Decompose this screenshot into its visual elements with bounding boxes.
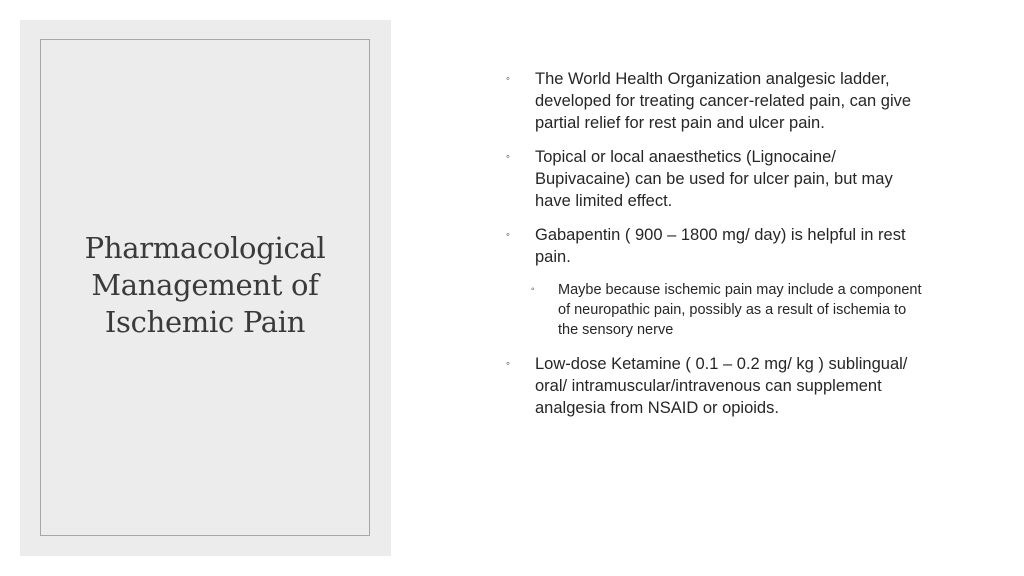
sub-bullet-circle-icon: ◦ [531, 284, 535, 295]
bullet-text: Gabapentin ( 900 – 1800 mg/ day) is helpful in rest pain. [535, 226, 906, 266]
bullet-text: The World Health Organization analgesic ladder, developed for treating cancer-related pain, can give partial relief for rest pain and ulcer pain. [535, 70, 912, 132]
slide-title-line-3: Ischemic Pain [104, 305, 306, 339]
sub-bullet-text: Maybe because ischemic pain may include a component of neuropathic pain, possibly as a result of ischemia to the sensory nerve [558, 282, 922, 338]
bullet-item-ketamine [505, 353, 925, 419]
bullet-circle-icon: ◦ [506, 151, 510, 163]
bullet-item-who-ladder [505, 68, 925, 134]
sub-bullet-item-neuropathic [505, 280, 925, 340]
bullet-circle-icon: ◦ [506, 358, 510, 370]
slide-title [20, 230, 390, 341]
bullet-list [505, 68, 925, 431]
slide-title-line-1: Pharmacological [84, 231, 326, 265]
bullet-item-topical-anaesthetics [505, 146, 925, 212]
title-panel [20, 20, 391, 556]
bullet-circle-icon: ◦ [506, 73, 510, 85]
bullet-text: Low-dose Ketamine ( 0.1 – 0.2 mg/ kg ) sublingual/ oral/ intramuscular/intravenous can supplement analgesia from NSAID or opioids. [535, 355, 908, 417]
bullet-circle-icon: ◦ [506, 229, 510, 241]
bullet-item-gabapentin [505, 224, 925, 268]
slide-title-line-2: Management of [91, 268, 319, 302]
bullet-text: Topical or local anaesthetics (Lignocaine/ Bupivacaine) can be used for ulcer pain, but may have limited effect. [535, 148, 893, 210]
